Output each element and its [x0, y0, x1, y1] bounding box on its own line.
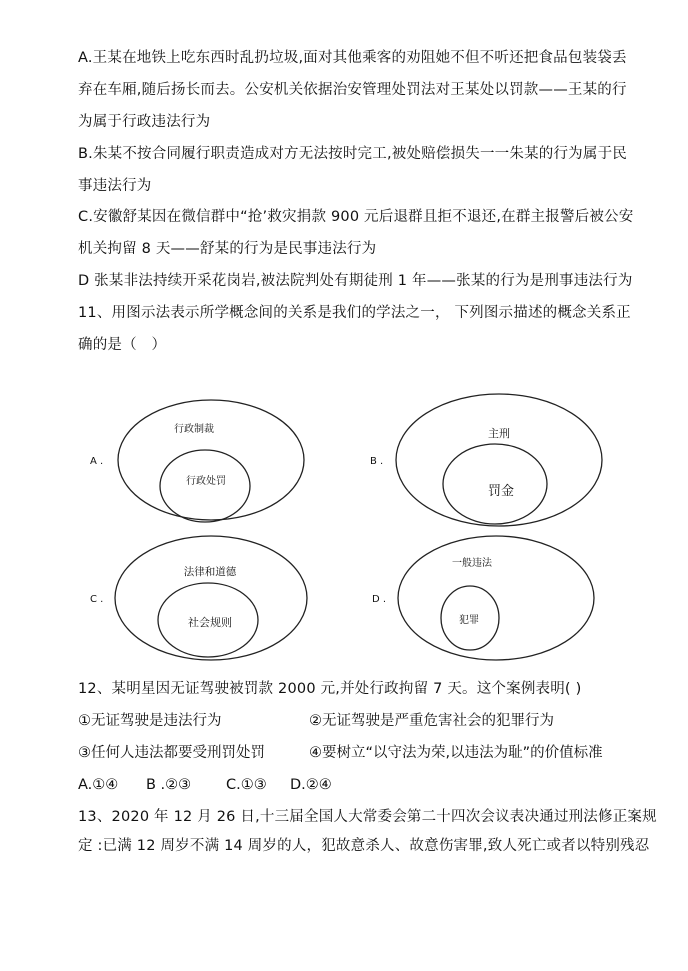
diagram-a-outer-ellipse: [118, 400, 304, 520]
option-a-line-1: A.王某在地铁上吃东西时乱扔垃圾,面对其他乘客的劝阻她不但不听还把食品包装袋丢: [78, 50, 627, 66]
option-a-line-3: 为属于行政违法行为: [78, 114, 211, 130]
q12-choice-c: C.①③: [226, 777, 267, 793]
option-c-line-1: C.安徽舒某因在微信群中“抢’救灾捐款 900 元后退群且拒不退还,在群主报警后被公安: [78, 209, 634, 225]
diagram-c-letter: C .: [90, 594, 104, 605]
q12-item-1: ①无证驾驶是违法行为: [78, 713, 222, 729]
diagram-b-inner-label: 罚金: [487, 484, 515, 499]
diagram-c-outer-label: 法律和道德: [183, 566, 237, 578]
diagram-a-letter: A .: [90, 456, 104, 467]
diagram-d-letter: D .: [372, 594, 387, 605]
option-b-line-2: 事违法行为: [78, 178, 152, 194]
diagram-a-outer-label: 行政制裁: [174, 424, 214, 435]
option-b-line-1: B.朱某不按合同履行职责造成对方无法按时完工,被处赔偿损失一一朱某的行为属于民: [78, 146, 627, 162]
q12-item-3: ③任何人违法都要受刑罚处罚: [78, 745, 265, 761]
diagram-b-letter: B .: [370, 456, 384, 467]
question-11-line-2: 确的是（ ）: [78, 337, 167, 353]
diagram-d-inner-label: 犯罪: [459, 615, 479, 626]
option-d-line: D 张某非法持续开采花岗岩,被法院判处有期徒刑 1 年——张某的行为是刑事违法行为: [78, 273, 633, 289]
q12-item-4: ④要树立“以守法为荣,以违法为耻”的价值标准: [309, 745, 603, 761]
diagram-b: [370, 394, 602, 526]
diagram-d-outer-label: 一般违法: [452, 558, 492, 569]
diagram-b-outer-label: 主刑: [488, 427, 510, 440]
diagram-c: [90, 536, 307, 660]
diagram-c-inner-label: 社会规则: [188, 616, 232, 629]
q12-choice-d: D.②④: [290, 777, 332, 793]
diagram-d-outer-ellipse: [398, 536, 594, 660]
diagram-d: [372, 536, 594, 660]
question-13-line-2: 定 :已满 12 周岁不满 14 周岁的人，犯故意杀人、故意伤害罪,致人死亡或者以特别残忍: [78, 838, 650, 854]
option-c-line-2: 机关拘留 8 天——舒某的行为是民事违法行为: [78, 241, 377, 257]
question-11-line-1: 11、用图示法表示所学概念间的关系是我们的学法之一， 下列图示描述的概念关系正: [78, 305, 631, 321]
q12-item-2: ②无证驾驶是严重危害社会的犯罪行为: [309, 713, 554, 729]
diagram-a: [90, 400, 304, 522]
diagram-c-outer-ellipse: [115, 536, 307, 660]
option-a-line-2: 弃在车厢,随后扬长而去。公安机关依据治安管理处罚法对王某处以罚款——王某的行: [78, 82, 627, 98]
diagram-b-outer-ellipse: [396, 394, 602, 526]
q12-choice-a: A.①④: [78, 777, 119, 793]
q12-choice-b: B .②③: [146, 777, 192, 793]
question-13-line-1: 13、2020 年 12 月 26 日,十三届全国人大常委会第二十四次会议表决通过刑法修正案规: [78, 809, 657, 825]
question-12-stem: 12、某明星因无证驾驶被罚款 2000 元,并处行政拘留 7 天。这个案例表明( ): [78, 681, 582, 697]
diagram-a-inner-label: 行政处罚: [186, 476, 226, 487]
